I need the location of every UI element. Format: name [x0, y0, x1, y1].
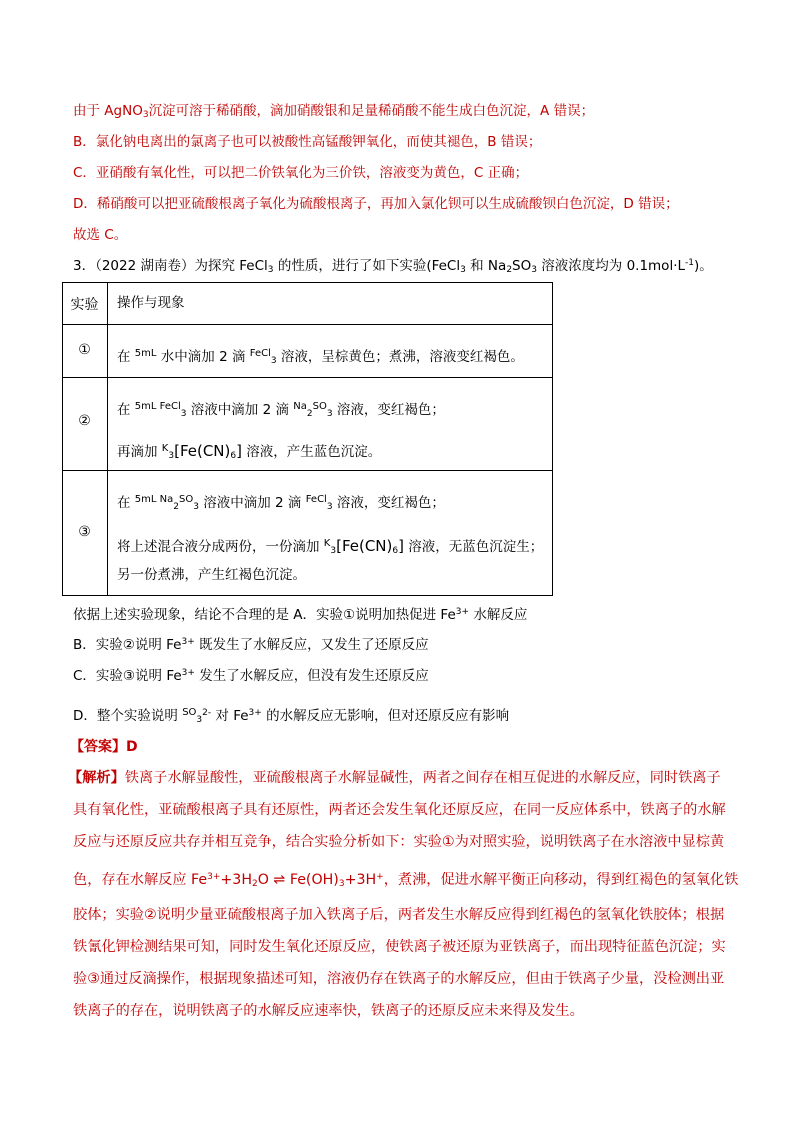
equilibrium-arrow-icon: ⇌	[273, 872, 286, 888]
subscript: 2	[252, 879, 258, 889]
prev-solution-line-c: C．亚硝酸有氧化性，可以把二价铁氧化为三价铁，溶液变为黄色，C 正确；	[73, 165, 529, 181]
option-c	[73, 667, 429, 685]
subscript: 2	[506, 265, 513, 275]
text: )。	[694, 258, 713, 274]
subscript: 3	[330, 546, 337, 556]
analysis-label: 【解析】	[68, 770, 125, 786]
text: FeCl	[249, 348, 271, 359]
text: O	[257, 872, 274, 888]
text: 和 Na	[465, 258, 507, 274]
subscript: 3	[196, 715, 203, 725]
subscript: 3	[142, 110, 149, 120]
text: 沉淀可溶于稀硝酸，滴加硝酸银和足量稀硝酸不能生成白色沉淀，A 错误；	[148, 103, 595, 119]
text: 溶液，产生蓝色沉淀。	[241, 444, 382, 460]
superscript: -1	[685, 258, 694, 268]
table-border	[62, 324, 553, 325]
subscript: 3	[267, 265, 274, 275]
superscript: 3+	[181, 637, 195, 647]
subscript: 3	[338, 879, 345, 889]
table-border	[552, 282, 553, 596]
table-header-experiment: 实验	[70, 297, 99, 313]
text: 发生了水解反应，但没有发生还原反应	[194, 668, 429, 684]
text: 将上述混合液分成两份，一份滴加	[117, 539, 324, 555]
text: ]	[236, 442, 242, 460]
subscript: 2	[306, 409, 313, 419]
analysis-line-1	[68, 768, 721, 788]
analysis-line-7: 验③通过反滴操作，根据现象描述可知，溶液仍存在铁离子的水解反应，但由于铁离子少量，没检测出亚	[73, 971, 725, 987]
answer-label: 【答案】D	[70, 739, 138, 755]
superscript: 3+	[207, 872, 221, 882]
option-d	[73, 704, 509, 725]
superscript: 3+	[248, 708, 262, 718]
table-border	[62, 595, 553, 596]
subscript: 3	[180, 409, 187, 419]
row-3-line-3: 另一份煮沸，产生红褐色沉淀。	[117, 567, 306, 583]
text: 溶液中滴加 2 滴	[186, 402, 294, 418]
subscript: 3	[270, 356, 277, 366]
text: 水中滴加 2 滴	[156, 349, 250, 365]
text: 在	[117, 402, 135, 418]
subscript: 6	[392, 546, 399, 556]
text: 溶液，变红褐色；	[332, 495, 445, 511]
text: 5mL Na	[134, 494, 174, 505]
text: +3H	[220, 872, 252, 888]
text: Na	[293, 401, 307, 412]
text: 溶液，无蓝色沉淀生；	[403, 539, 544, 555]
analysis-line-8: 铁离子的存在，说明铁离子的水解反应速率快，铁离子的还原反应未来得及发生。	[73, 1003, 584, 1019]
subscript: 3	[193, 502, 199, 512]
subscript: 3	[460, 265, 466, 275]
text: 依据上述实验现象，结论不合理的是 A．实验①说明加热促进 Fe	[73, 607, 456, 623]
text: ]	[398, 537, 404, 555]
text: ，煮沸，促进水解平衡正向移动，得到红褐色的氢氧化铁	[383, 872, 739, 888]
table-header-operation: 操作与现象	[117, 295, 185, 311]
text: C．实验③说明 Fe	[73, 668, 182, 684]
superscript: 3+	[455, 607, 470, 617]
analysis-line-5: 胶体；实验②说明少量亚硫酸根离子加入铁离子后，两者发生水解反应得到红褐色的氢氧化铁胶体；根据	[73, 907, 725, 923]
text: 溶液中滴加 2 滴	[198, 495, 306, 511]
option-b	[73, 636, 429, 654]
text: 既发生了水解反应，又发生了还原反应	[194, 637, 429, 653]
row-2-line-2	[117, 440, 381, 461]
row-3-line-2	[117, 535, 543, 556]
text: 5mL FeCl	[134, 401, 181, 412]
row-3-line-1	[117, 491, 445, 512]
text: [Fe(CN)	[174, 442, 231, 460]
analysis-line-2: 具有氧化性，亚硫酸根离子具有还原性，两者还会发生氧化还原反应，在同一反应体系中，铁离子的水解	[73, 802, 726, 818]
text: [Fe(CN)	[336, 537, 393, 555]
row-2-number: ②	[78, 413, 91, 429]
prev-solution-conclusion: 故选 C。	[73, 227, 128, 243]
text: 对 Fe	[211, 708, 249, 724]
text: 水解反应	[469, 607, 528, 623]
subscript: 3	[326, 502, 333, 512]
text: 溶液，变红褐色；	[332, 402, 445, 418]
analysis-line-3: 反应与还原反应共存并相互竞争，结合实验分析如下：实验①为对照实验，说明铁离子在水溶液中显棕黄	[73, 834, 725, 850]
prev-solution-line-b: B．氯化钠电离出的氯离子也可以被酸性高锰酸钾氧化，而使其褪色，B 错误；	[73, 134, 542, 150]
subscript: 2	[173, 502, 179, 512]
option-a	[73, 606, 527, 624]
text: SO	[312, 401, 327, 412]
subscript: 3	[531, 265, 537, 275]
superscript: 2-	[202, 708, 212, 718]
analysis-line-4	[73, 870, 738, 890]
text: 5mL	[134, 348, 157, 359]
text: 在	[117, 495, 135, 511]
subscript: 3	[326, 409, 333, 419]
text: 由于 AgNO	[73, 103, 143, 119]
question-stem	[73, 257, 713, 275]
analysis-line-6: 铁氰化钾检测结果可知，同时发生氧化还原反应，使铁离子被还原为亚铁离子，而出现特征蓝色沉淀；实	[73, 939, 726, 955]
text: SO	[179, 494, 194, 505]
prev-solution-line-a	[73, 102, 594, 120]
text: SO	[182, 707, 197, 718]
row-2-line-1	[117, 398, 445, 419]
row-3-number: ③	[78, 524, 91, 540]
table-border	[62, 470, 553, 471]
prev-solution-line-d: D．稀硝酸可以把亚硫酸根离子氧化为硫酸根离子，再加入氯化钡可以生成硫酸钡白色沉淀，D 错误；	[73, 196, 679, 212]
text: 在	[117, 349, 135, 365]
text: D．整个实验说明	[73, 708, 183, 724]
text: 3．（2022 湖南卷）为探究 FeCl	[73, 258, 268, 274]
text: 的性质，进行了如下实验(FeCl	[273, 258, 461, 274]
superscript: +	[376, 872, 384, 882]
text: K	[323, 538, 331, 549]
table-border	[62, 282, 63, 596]
text: Fe(OH)	[285, 872, 339, 888]
text: 色，存在水解反应 Fe	[73, 872, 208, 888]
table-border	[62, 377, 553, 378]
text: 溶液，呈棕黄色；煮沸，溶液变红褐色。	[276, 349, 524, 365]
row-1-number: ①	[78, 342, 91, 358]
subscript: 6	[230, 451, 237, 461]
table-border	[62, 282, 553, 283]
text: +3H	[344, 872, 377, 888]
table-border	[107, 282, 108, 596]
text: 铁离子水解显酸性，亚硫酸根离子水解显碱性，两者之间存在相互促进的水解反应，同时铁离子	[124, 770, 721, 786]
text: 再滴加	[117, 444, 162, 460]
text: FeCl	[305, 494, 327, 505]
subscript: 3	[168, 451, 175, 461]
text: SO	[512, 258, 532, 274]
text: 溶液浓度均为 0.1mol·L	[536, 258, 686, 274]
superscript: 3+	[181, 668, 195, 678]
text: 的水解反应无影响，但对还原反应有影响	[261, 708, 510, 724]
row-1-line-1	[117, 345, 524, 366]
text: K	[161, 443, 169, 454]
text: B．实验②说明 Fe	[73, 637, 182, 653]
